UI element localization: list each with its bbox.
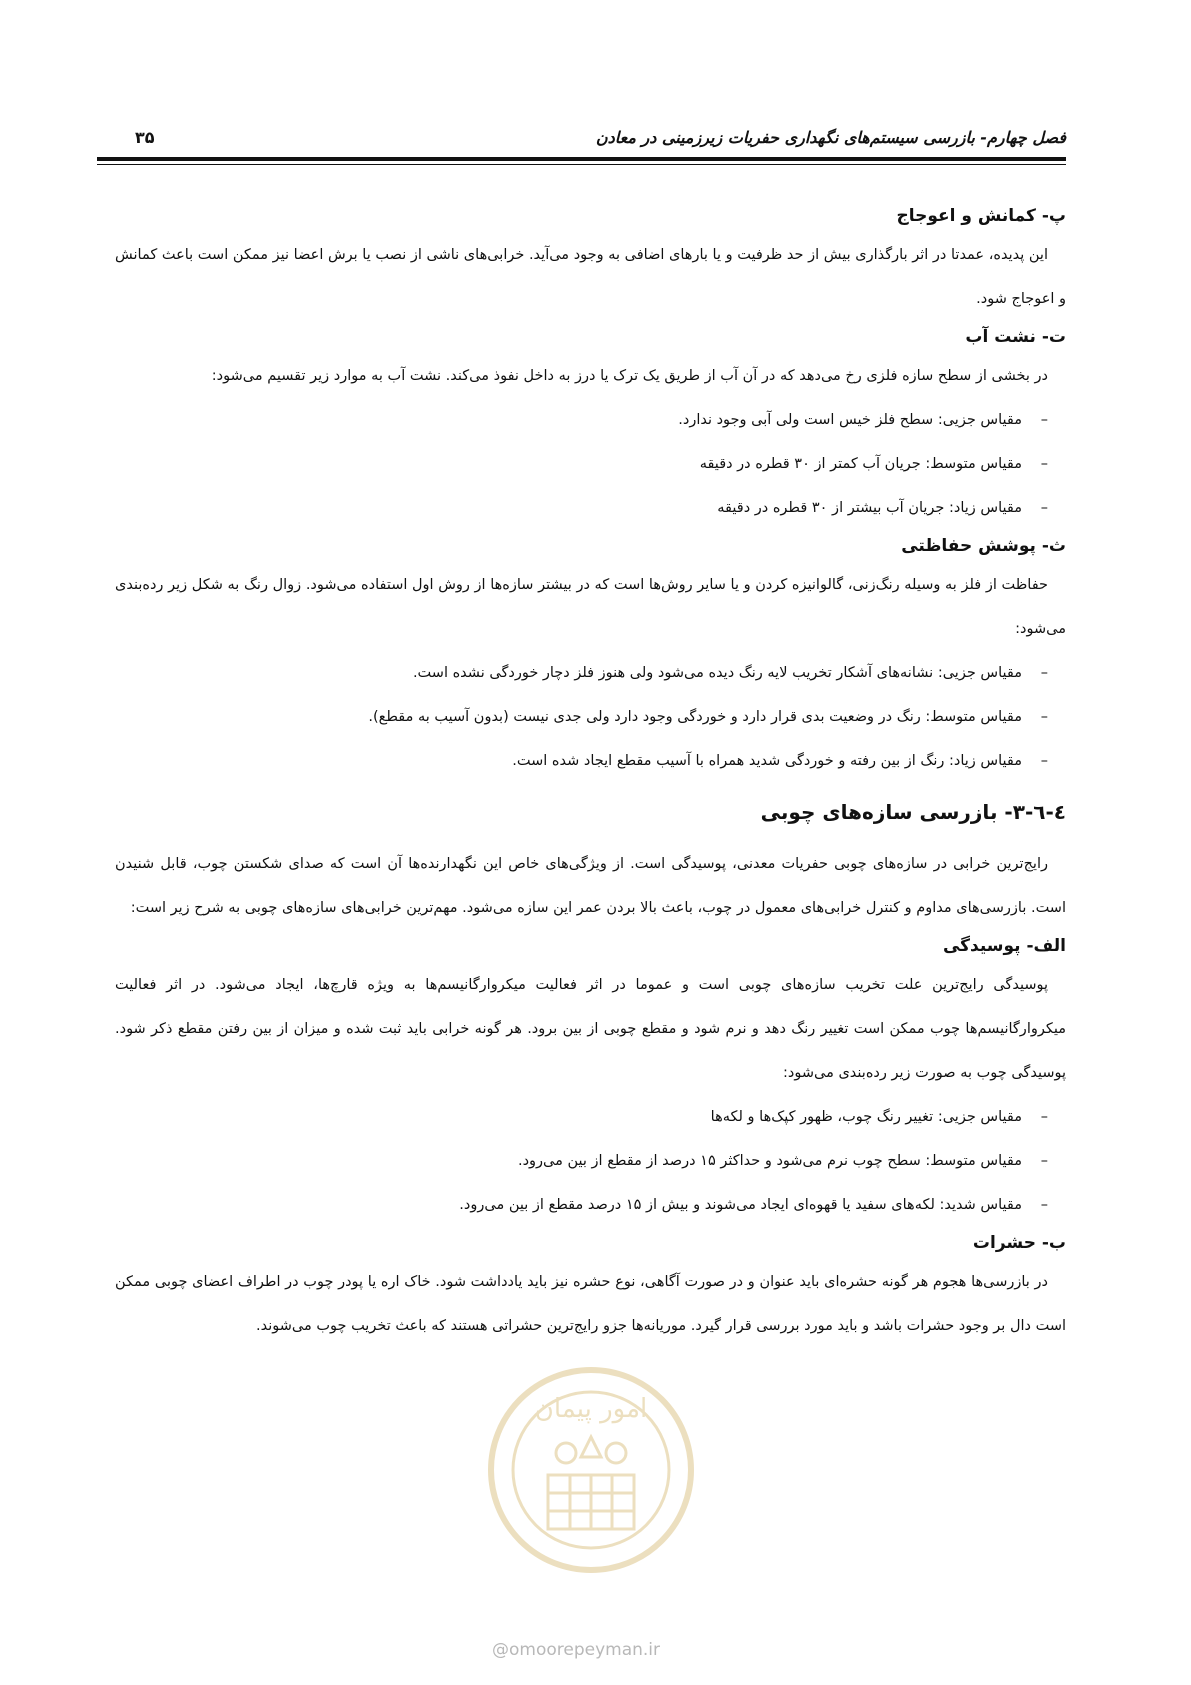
paragraph-insects: در بازرسی‌ها هجوم هر گونه حشره‌ای باید عنوان و در صورت آگاهی، نوع حشره نیز باید یادداشت شود. خاک اره یا پودر چوب در اطراف اعضای چوبی ممکن است دال بر وجود حشرات باشد و باید مورد بررسی قرار گیرد. موریانه‌ها جزو رایج‌ترین حشراتی هستند که باعث تخریب چوب می‌شوند. — [115, 1274, 1066, 1334]
paragraph-wooden-structures: رایج‌ترین خرابی در سازه‌های چوبی حفریات معدنی، پوسیدگی است. از ویژگی‌های خاص این نگهدارنده‌ها آن است که صدای شکستن چوب، قابل شنیدن است. بازرسی‌های مداوم و کنترل خرابی‌های معمول در چوب، باعث بالا بردن عمر این سازه می‌شود. مهم‌ترین خرابی‌های سازه‌های چوبی به شرح زیر است: — [115, 856, 1066, 916]
list-item: –مقیاس متوسط: جریان آب کمتر از ۳۰ قطره در دقیقه — [115, 442, 1048, 486]
bullet-dash: – — [1040, 500, 1048, 516]
bullet-dash: – — [1040, 1109, 1048, 1125]
paragraph-water-leak: در بخشی از سطح سازه فلزی رخ می‌دهد که در آن آب از طریق یک ترک یا درز به داخل نفوذ می‌کند. نشت آب به موارد زیر تقسیم می‌شود: — [211, 368, 1048, 384]
list-item: –مقیاس زیاد: جریان آب بیشتر از ۳۰ قطره در دقیقه — [115, 486, 1048, 530]
list-item: –مقیاس زیاد: رنگ از بین رفته و خوردگی شدید همراه با آسیب مقطع ایجاد شده است. — [115, 739, 1048, 783]
watermark-url: @omoorepeyman.ir — [492, 1640, 661, 1660]
heading-decay: الف- پوسیدگی — [942, 936, 1066, 956]
bullet-dash: – — [1040, 665, 1048, 681]
page-header — [97, 128, 1066, 152]
page-body — [115, 200, 1066, 1348]
bullet-dash: – — [1040, 753, 1048, 769]
list-item: –مقیاس جزیی: تغییر رنگ چوب، ظهور کپک‌ها و لکه‌ها — [115, 1095, 1048, 1139]
header-rule-thick — [97, 157, 1066, 161]
bullet-dash: – — [1040, 1153, 1048, 1169]
paragraph-decay: پوسیدگی رایج‌ترین علت تخریب سازه‌های چوبی است و عموما در اثر فعالیت میکروارگانیسم‌ها به ویژه قارچ‌ها، ایجاد می‌شود. در اثر فعالیت میکروارگانیسم‌ها چوب ممکن است تغییر رنگ دهد و نرم شود و مقطع چوبی از بین برود. هر گونه خرابی باید ثبت شده و میزان از بین رفتن مقطع ذکر شود. پوسیدگی چوب به صورت زیر رده‌بندی می‌شود: — [115, 977, 1066, 1081]
section-heading-wooden-structures: ٤-٦-٣- بازرسی سازه‌های چوبی — [760, 800, 1066, 824]
bullet-dash: – — [1040, 412, 1048, 428]
heading-protective-coating: ث- پوشش حفاظتی — [901, 536, 1066, 556]
watermark-seal-logo — [486, 1365, 696, 1575]
heading-buckling: پ- کمانش و اعوجاج — [896, 206, 1066, 226]
heading-water-leak: ت- نشت آب — [965, 327, 1066, 347]
water-leak-list — [115, 398, 1066, 530]
coating-list — [115, 651, 1066, 783]
list-item: –مقیاس جزیی: نشانه‌های آشکار تخریب لایه رنگ دیده می‌شود ولی هنوز فلز دچار خوردگی نشده است. — [115, 651, 1048, 695]
paragraph-buckling: این پدیده، عمدتا در اثر بارگذاری بیش از حد ظرفیت و یا بارهای اضافی به وجود می‌آید. خرابی‌های ناشی از نصب یا برش اعضا نیز ممکن است باعث کمانش و اعوجاج شود. — [115, 247, 1066, 307]
list-item: –مقیاس متوسط: سطح چوب نرم می‌شود و حداکثر ۱۵ درصد از مقطع از بین می‌رود. — [115, 1139, 1048, 1183]
list-item: –مقیاس شدید: لکه‌های سفید یا قهوه‌ای ایجاد می‌شوند و بیش از ۱۵ درصد مقطع از بین می‌رود. — [115, 1183, 1048, 1227]
bullet-dash: – — [1040, 709, 1048, 725]
decay-list — [115, 1095, 1066, 1227]
watermark-seal-text: امور پیمان — [534, 1394, 648, 1424]
list-item: –مقیاس جزیی: سطح فلز خیس است ولی آبی وجود ندارد. — [115, 398, 1048, 442]
page-number: ۳۵ — [135, 128, 155, 147]
chapter-title: فصل چهارم- بازرسی سیستم‌های نگهداری حفریات زیرزمینی در معادن — [595, 128, 1066, 147]
bullet-dash: – — [1040, 456, 1048, 472]
list-item: –مقیاس متوسط: رنگ در وضعیت بدی قرار دارد و خوردگی وجود دارد ولی جدی نیست (بدون آسیب به مقطع). — [115, 695, 1048, 739]
bullet-dash: – — [1040, 1197, 1048, 1213]
header-rule-thin — [97, 164, 1066, 165]
paragraph-protective-coating: حفاظت از فلز به وسیله رنگ‌زنی، گالوانیزه کردن و یا سایر روش‌ها است که در بیشتر سازه‌ها از روش اول استفاده می‌شود. زوال رنگ به شکل زیر رده‌بندی می‌شود: — [115, 577, 1066, 637]
heading-insects: ب- حشرات — [972, 1233, 1066, 1253]
